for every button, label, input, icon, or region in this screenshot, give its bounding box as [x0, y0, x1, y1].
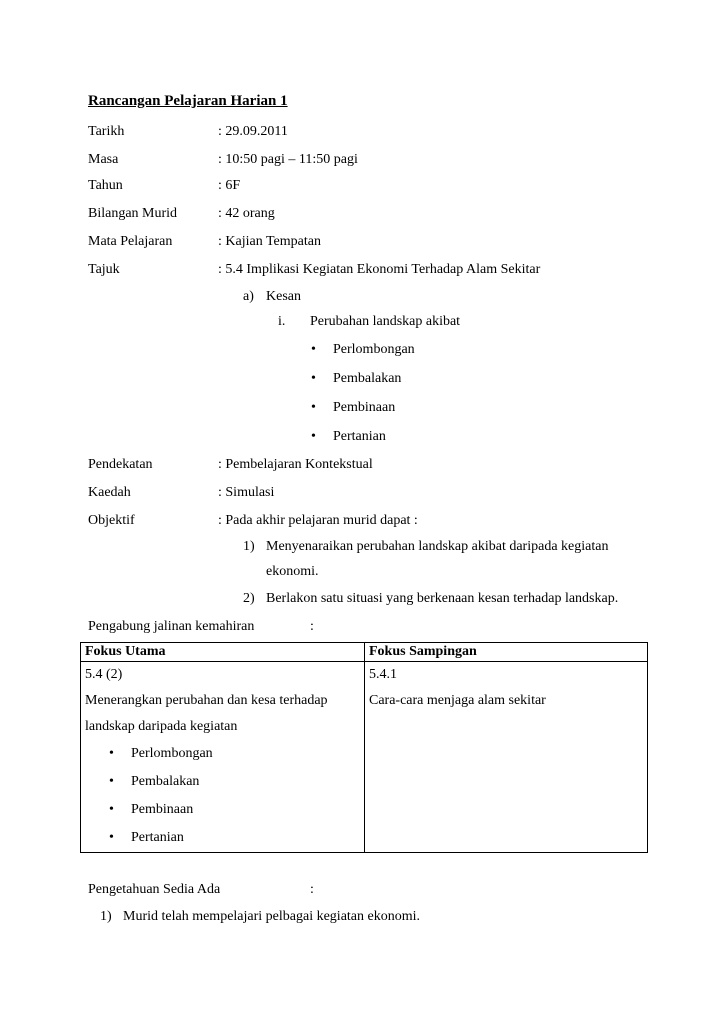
objektif-marker: 2) [243, 591, 255, 606]
field-value-tajuk: : 5.4 Implikasi Kegiatan Ekonomi Terhadap Alam Sekitar [218, 262, 541, 277]
field-label-mata-pelajaran: Mata Pelajaran [88, 234, 173, 249]
field-label-masa: Masa [88, 152, 119, 167]
field-value-objektif: : Pada akhir pelajaran murid dapat : [218, 513, 418, 528]
pengetahuan-text: Murid telah mempelajari pelbagai kegiatan ekonomi. [123, 909, 421, 924]
page-title: Rancangan Pelajaran Harian 1 [88, 93, 288, 109]
fokus-sampingan-cell [365, 662, 648, 853]
field-label-tarikh: Tarikh [88, 124, 125, 139]
tajuk-bullet-item: • Perlombongan [333, 341, 415, 359]
pengetahuan-label: Pengetahuan Sedia Ada [88, 882, 221, 897]
pengetahuan-colon: : [310, 882, 314, 897]
pengabung-label: Pengabung jalinan kemahiran [88, 619, 255, 634]
tajuk-i-text: Perubahan landskap akibat [310, 314, 461, 329]
table-header-fokus-sampingan: Fokus Sampingan [365, 643, 648, 662]
table-header-row [81, 643, 648, 662]
objektif-text-continued: ekonomi. [266, 564, 319, 579]
field-label-objektif: Objektif [88, 513, 135, 528]
objektif-text: Menyenaraikan perubahan landskap akibat daripada kegiatan [266, 539, 609, 554]
fokus-utama-text-continued: landskap daripada kegiatan [85, 719, 238, 734]
field-value-pendekatan: : Pembelajaran Kontekstual [218, 457, 373, 472]
field-value-kaedah: : Simulasi [218, 485, 275, 500]
field-label-pendekatan: Pendekatan [88, 457, 153, 472]
fokus-utama-bullet: • Pembalakan [85, 768, 360, 796]
pengabung-colon: : [310, 619, 314, 634]
objektif-marker: 1) [243, 539, 255, 554]
field-value-masa: : 10:50 pagi – 11:50 pagi [218, 152, 358, 167]
field-value-mata-pelajaran: : Kajian Tempatan [218, 234, 321, 249]
fokus-utama-cell [81, 662, 365, 853]
field-label-tajuk: Tajuk [88, 262, 120, 277]
fokus-utama-bullet: • Perlombongan [85, 740, 360, 768]
field-label-tahun: Tahun [88, 178, 123, 193]
fokus-utama-text: Menerangkan perubahan dan kesa terhadap [85, 693, 328, 708]
fokus-utama-code: 5.4 (2) [85, 667, 123, 682]
pengetahuan-marker: 1) [100, 909, 112, 924]
tajuk-a-marker: a) [243, 289, 254, 304]
field-value-bilangan-murid: : 42 orang [218, 206, 275, 221]
field-value-tarikh: : 29.09.2011 [218, 124, 288, 139]
tajuk-a-text: Kesan [266, 289, 301, 304]
fokus-table [80, 642, 648, 853]
tajuk-bullet-item: • Pembinaan [333, 399, 395, 417]
tajuk-i-marker: i. [278, 314, 286, 329]
table-row [81, 662, 648, 853]
field-value-tahun: : 6F [218, 178, 241, 193]
fokus-sampingan-text: Cara-cara menjaga alam sekitar [369, 693, 546, 708]
tajuk-bullet-item: • Pertanian [333, 428, 386, 446]
fokus-utama-bullet: • Pertanian [85, 824, 360, 852]
objektif-text: Berlakon satu situasi yang berkenaan kesan terhadap landskap. [266, 591, 619, 606]
field-label-kaedah: Kaedah [88, 485, 131, 500]
fokus-utama-bullet: • Pembinaan [85, 796, 360, 824]
fokus-sampingan-code: 5.4.1 [369, 667, 397, 682]
field-label-bilangan-murid: Bilangan Murid [88, 206, 178, 221]
tajuk-bullet-item: • Pembalakan [333, 370, 401, 388]
table-header-fokus-utama: Fokus Utama [81, 643, 365, 662]
